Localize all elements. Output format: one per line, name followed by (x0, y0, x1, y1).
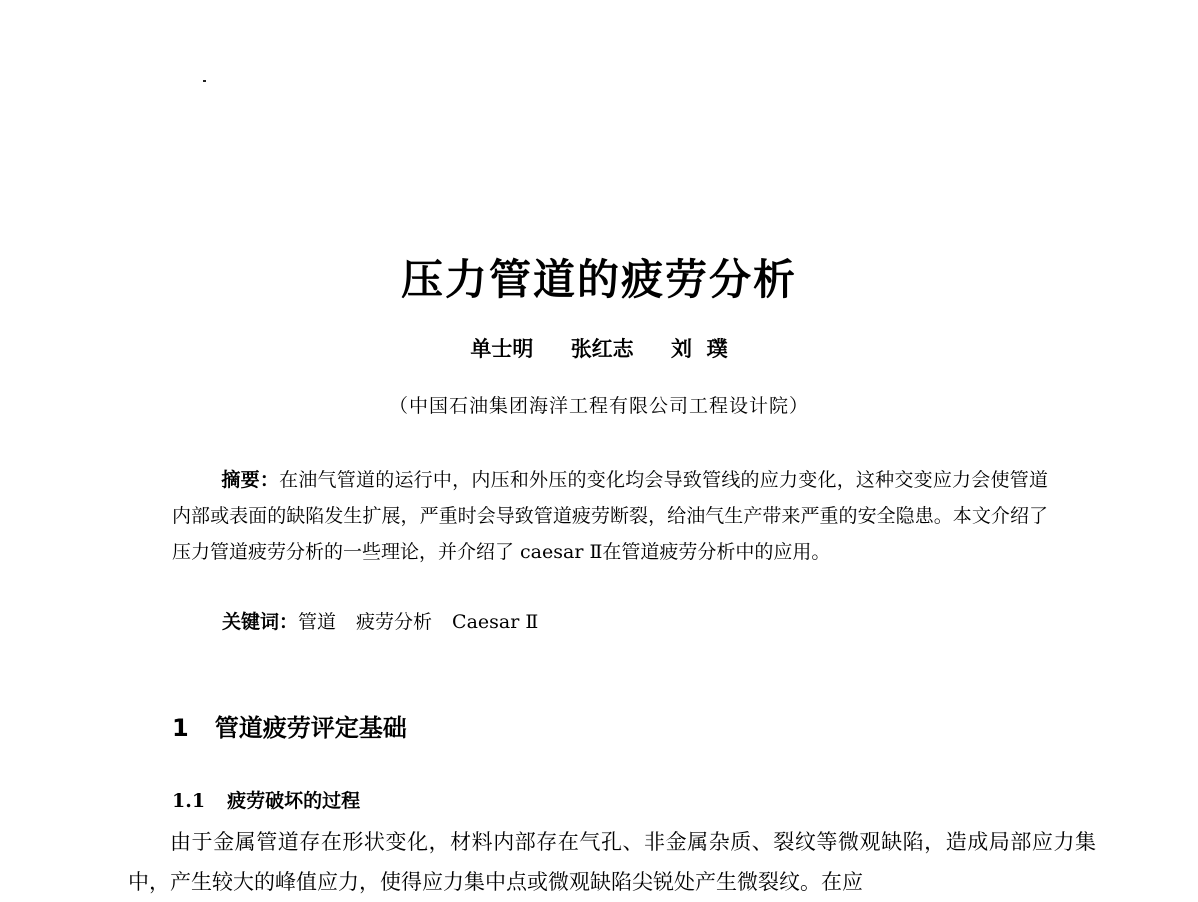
author-name: 张红志 (570, 336, 634, 361)
paper-title: 压力管道的疲劳分析 (400, 255, 797, 304)
keywords (222, 606, 558, 638)
affiliation: （中国石油集团海洋工程有限公司工程设计院） (388, 395, 809, 417)
abstract-label: 摘要： (221, 469, 280, 491)
subsection-heading (172, 786, 360, 816)
keywords-label: 关键词： (222, 611, 299, 633)
scan-speck (203, 80, 206, 82)
author-name: 刘 璞 (671, 336, 728, 361)
abstract (172, 462, 1048, 570)
body-paragraph: 由于金属管道存在形状变化，材料内部存在气孔、非金属杂质、裂纹等微观缺陷，造成局部应力集中，产生较大的峰值应力，使得应力集中点或微观缺陷尖锐处产生微裂纹。在应 (128, 830, 1096, 894)
section-title: 管道疲劳评定基础 (214, 714, 407, 742)
keyword: 管道 (298, 611, 337, 633)
keyword: Caesar Ⅱ (452, 611, 539, 633)
section-heading (172, 710, 407, 746)
keyword: 疲劳分析 (356, 611, 433, 633)
subsection-number: 1.1 (172, 790, 206, 812)
author-list (0, 334, 1198, 364)
section-number: 1 (172, 714, 189, 742)
abstract-text: 在油气管道的运行中，内压和外压的变化均会导致管线的应力变化，这种交变应力会使管道内部或表面的缺陷发生扩展，严重时会导致管道疲劳断裂，给油气生产带来严重的安全隐患。本文介绍了压力管道疲劳分析的一些理论，并介绍了 caesar Ⅱ在管道疲劳分析中的应用。 (172, 469, 1048, 563)
subsection-title: 疲劳破坏的过程 (227, 790, 361, 812)
author-name: 单士明 (470, 336, 534, 361)
